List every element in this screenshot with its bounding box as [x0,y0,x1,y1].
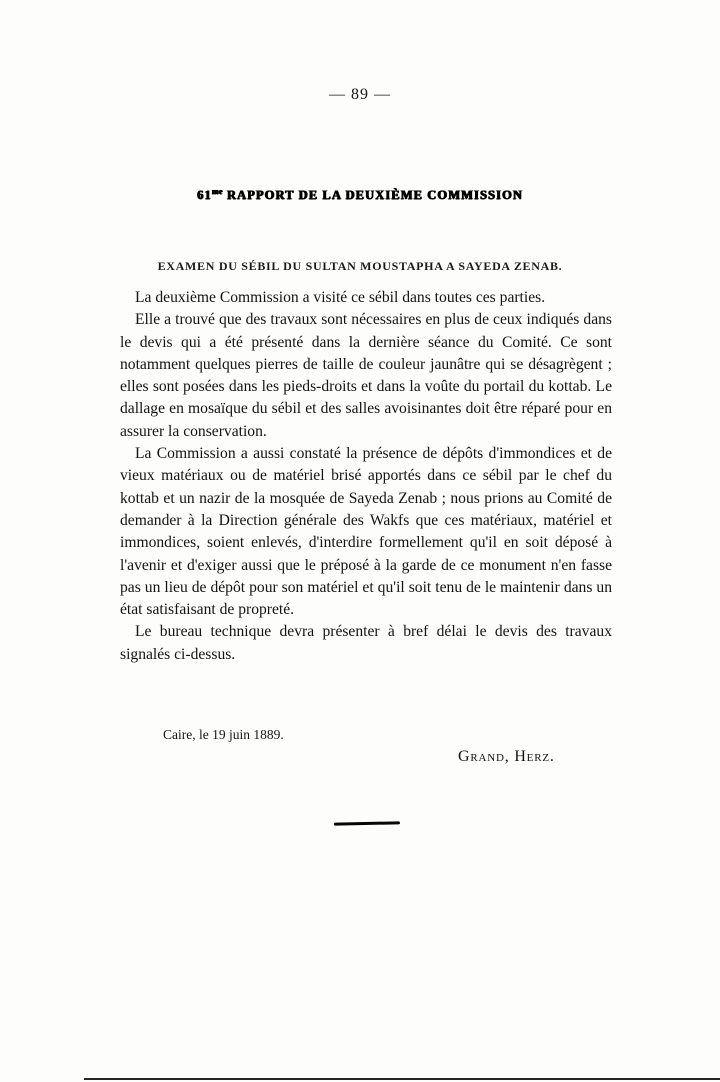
paragraph: Le bureau technique devra présenter à bref délai le devis des travaux signalés ci-dessus. [120,623,612,663]
signature: Grand, Herz. [458,748,555,765]
scan-artifact-bottom-edge [84,1078,720,1080]
report-title-number: 61 [197,188,212,203]
report-title [0,187,720,203]
end-divider [334,821,400,825]
section-subtitle: EXAMEN DU SÉBIL DU SULTAN MOUSTAPHA A SAYEDA ZENAB. [157,259,563,273]
report-title-ordinal-suffix: me [211,187,223,196]
page-number: — 89 — [329,86,391,103]
body-text [120,287,612,666]
dateline: Caire, le 19 juin 1889. [163,727,284,742]
paragraph: La Commission a aussi constaté la présence de dépôts d'immondices et de vieux matériaux ou de matériel brisé apportés dans ce sébil par le chef du kottab et un nazir de la mosquée de Sayeda Zenab ; nous prions au Comité de demander à la Direction générale des Wakfs que ces matériaux, matériel et immondices, soient enlevés, d'interdire formellement qu'il en soit déposé à l'avenir et d'exiger aussi que le préposé à la garde de ce monument n'en fasse pas un lieu de dépôt pour son matériel et qu'il soit tenu de le maintenir dans un état satisfaisant de propreté. [120,445,612,619]
report-title-text: RAPPORT DE LA DEUXIÈME COMMISSION [226,188,523,203]
paragraph: La deuxième Commission a visité ce sébil dans toutes ces parties. [135,289,546,306]
paragraph: Elle a trouvé que des travaux sont nécessaires en plus de ceux indiqués dans le devis qui a été présenté dans la dernière séance du Comité. Ce sont notamment quelques pierres de taille de couleur jaunâtre qui se désagrègent ; elles sont posées dans les pieds-droits et dans la voûte du portail du kottab. Le dallage en mosaïque du sébil et des salles avoisinantes doit être réparé pour en assurer la conservation. [120,311,612,440]
